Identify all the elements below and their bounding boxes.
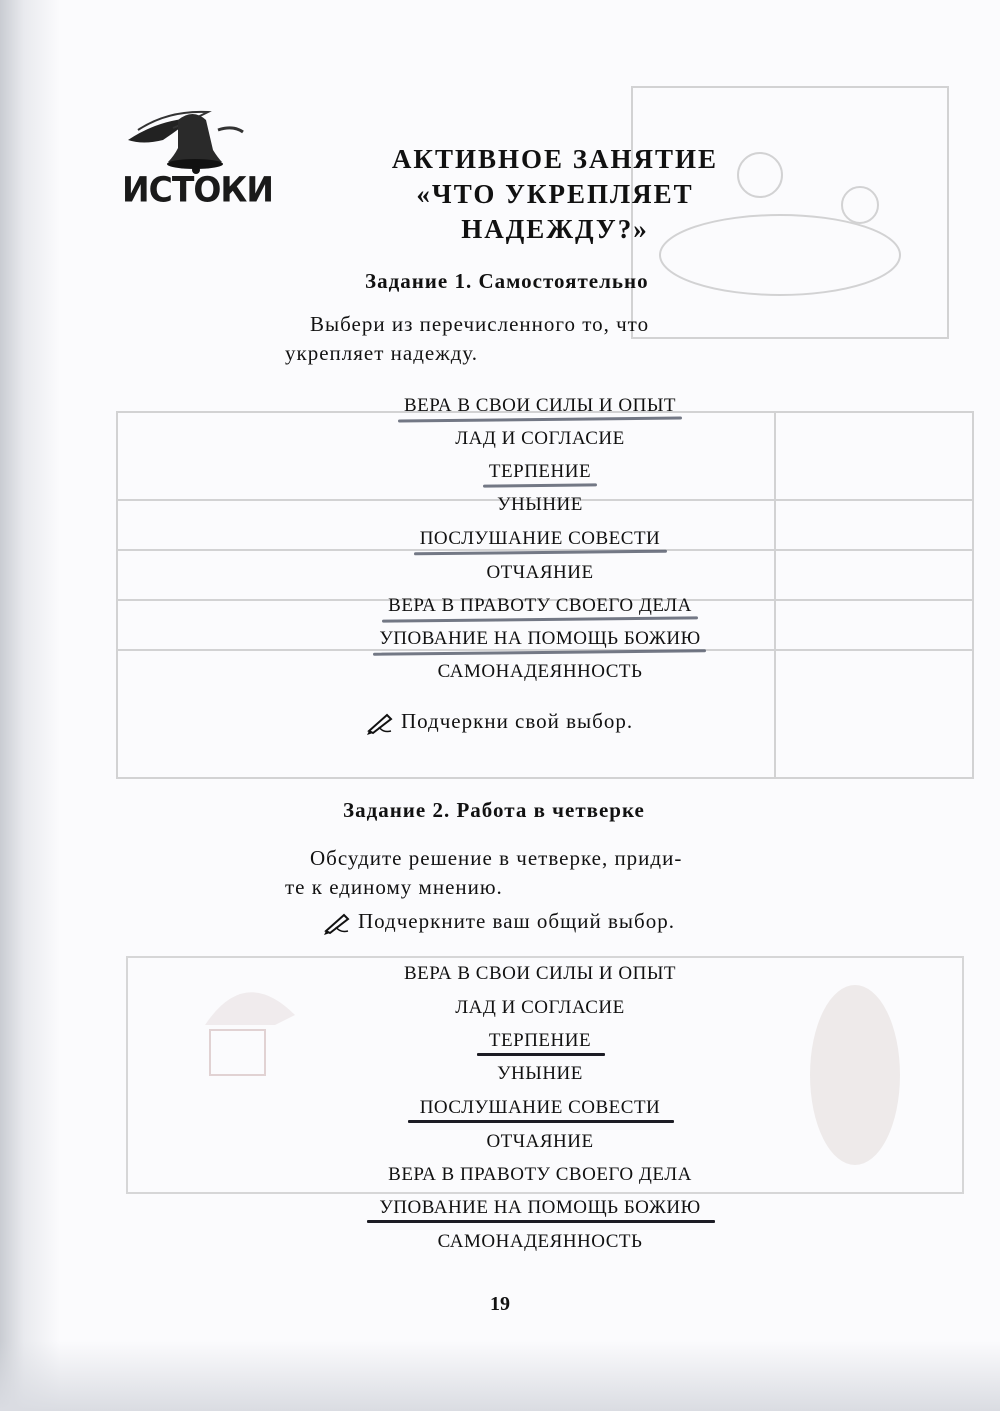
task2-instruction-line-1: Обсудите решение в четверке, приди- bbox=[310, 846, 683, 870]
option-text: ЛАД И СОГЛАСИЕ bbox=[455, 997, 625, 1018]
task1-action bbox=[365, 711, 633, 735]
page-title-line-2: «ЧТО УКРЕПЛЯЕТ bbox=[416, 179, 694, 209]
option-text: САМОНАДЕЯННОСТЬ bbox=[437, 1231, 643, 1252]
option-text: УНЫНИЕ bbox=[497, 1063, 583, 1084]
option-text: ПОСЛУШАНИЕ СОВЕСТИ bbox=[419, 1097, 661, 1118]
pencil-icon bbox=[322, 911, 352, 935]
task2-option bbox=[330, 1232, 750, 1251]
task1-instruction-line-2: укрепляет надежду. bbox=[285, 341, 479, 365]
task2-option bbox=[330, 964, 750, 983]
task2-option bbox=[330, 1031, 750, 1050]
task1-instruction-line-1: Выбери из перечисленного то, что bbox=[310, 312, 650, 336]
page-title-line-1: АКТИВНОЕ ЗАНЯТИЕ bbox=[391, 144, 719, 174]
option-text: САМОНАДЕЯННОСТЬ bbox=[437, 661, 643, 682]
task1-option bbox=[330, 396, 750, 415]
task2-option bbox=[330, 1165, 750, 1184]
page-bottom-shadow bbox=[0, 1341, 1000, 1411]
page-gutter-shadow bbox=[0, 0, 60, 1411]
show-through-illustration bbox=[630, 85, 950, 340]
task1-option bbox=[330, 462, 750, 481]
option-text: ВЕРА В СВОИ СИЛЫ И ОПЫТ bbox=[403, 963, 677, 984]
option-text: ВЕРА В СВОИ СИЛЫ И ОПЫТ bbox=[403, 395, 677, 416]
task2-action bbox=[322, 911, 675, 935]
option-text: ТЕРПЕНИЕ bbox=[488, 461, 592, 482]
option-text: ТЕРПЕНИЕ bbox=[488, 1030, 592, 1051]
option-text: ВЕРА В ПРАВОТУ СВОЕГО ДЕЛА bbox=[388, 1164, 692, 1185]
option-text: ПОСЛУШАНИЕ СОВЕСТИ bbox=[419, 528, 661, 549]
task2-heading: Задание 2. Работа в четверке bbox=[343, 798, 645, 822]
option-text: ЛАД И СОГЛАСИЕ bbox=[455, 428, 625, 449]
task2-option bbox=[330, 1198, 750, 1217]
task2-option bbox=[330, 998, 750, 1017]
option-text: ВЕРА В ПРАВОТУ СВОЕГО ДЕЛА bbox=[388, 595, 692, 616]
option-text: УПОВАНИЕ НА ПОМОЩЬ БОЖИЮ bbox=[379, 1197, 701, 1218]
page-number: 19 bbox=[490, 1293, 510, 1315]
task1-option bbox=[330, 495, 750, 514]
task1-option bbox=[330, 429, 750, 448]
task2-instruction-line-2: те к единому мнению. bbox=[285, 875, 503, 899]
page-title-line-3: НАДЕЖДУ?» bbox=[461, 214, 649, 244]
task1-option bbox=[330, 596, 750, 615]
task2-option bbox=[330, 1098, 750, 1117]
task1-option bbox=[330, 529, 750, 548]
task2-option bbox=[330, 1132, 750, 1151]
task1-action-text: Подчеркни свой выбор. bbox=[401, 709, 634, 733]
option-text: УПОВАНИЕ НА ПОМОЩЬ БОЖИЮ bbox=[379, 628, 701, 649]
task1-option bbox=[330, 629, 750, 648]
task1-option bbox=[330, 662, 750, 681]
pencil-icon bbox=[365, 711, 395, 735]
option-text: ОТЧАЯНИЕ bbox=[486, 1131, 594, 1152]
logo-text: ИСТОКИ bbox=[122, 169, 273, 210]
task2-option bbox=[330, 1064, 750, 1083]
task1-heading: Задание 1. Самостоятельно bbox=[365, 269, 649, 293]
task2-action-text: Подчеркните ваш общий выбор. bbox=[358, 909, 675, 933]
option-text: УНЫНИЕ bbox=[497, 494, 583, 515]
task1-option bbox=[330, 563, 750, 582]
option-text: ОТЧАЯНИЕ bbox=[486, 562, 594, 583]
